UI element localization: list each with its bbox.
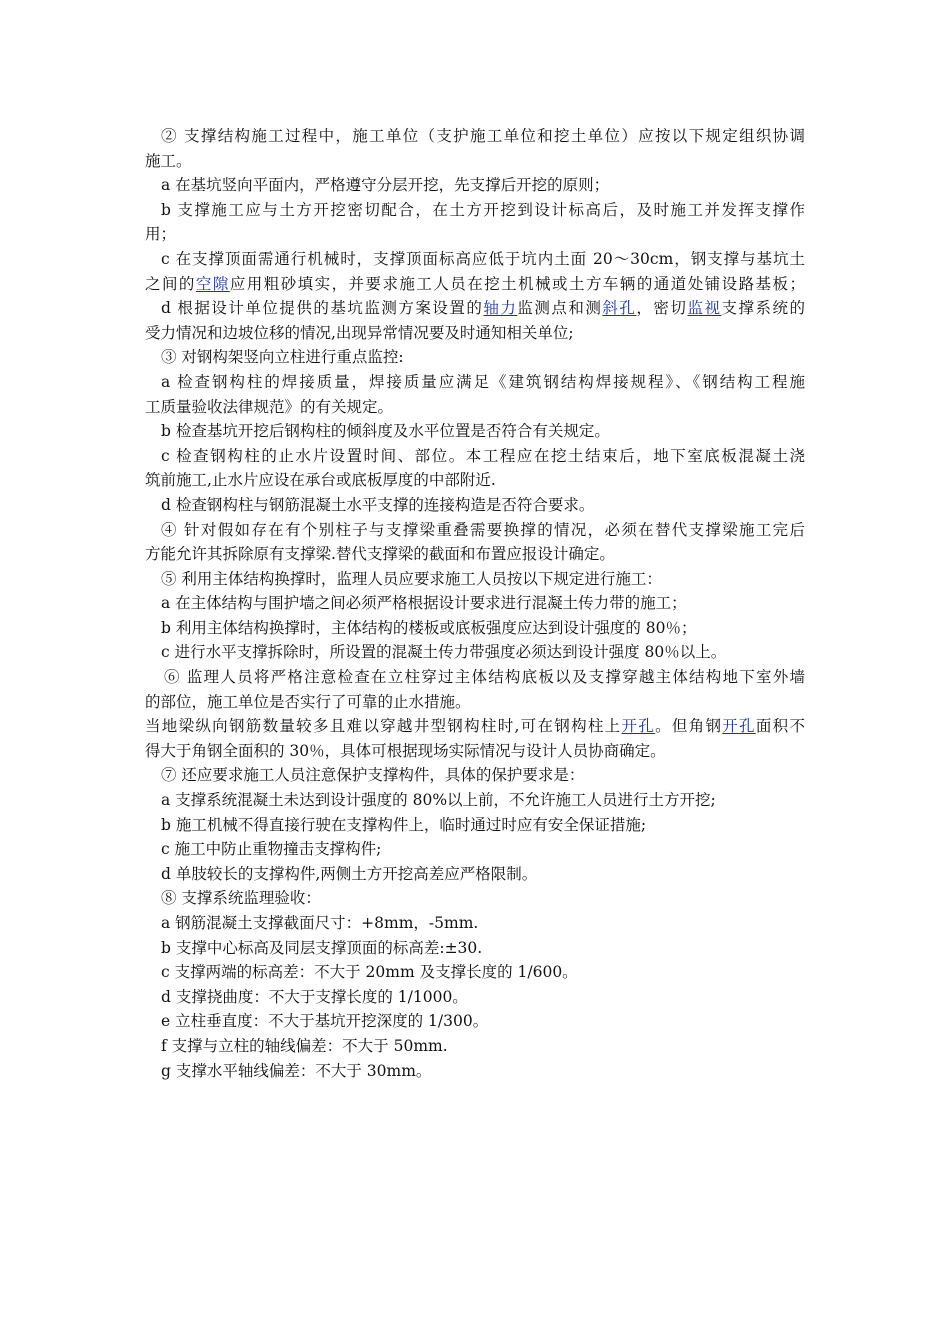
text-segment: c 在支撑顶面需通行机械时，支撑顶面标高应低于坑内土面 20～30cm，钢支撑与基坑土 [161,249,805,268]
text-segment: 施工。 [145,151,192,170]
text-segment: c 检查钢构柱的止水片设置时间、部位。本工程应在挖土结束后，地下室底板混凝土浇 [161,446,805,465]
paragraph-line [145,567,805,592]
paragraph-line [145,739,805,764]
text-segment: b 支撑中心标高及同层支撑顶面的标高差:±30. [161,938,483,957]
text-segment: 筑前施工,止水片应设在承台或底板厚度的中部附近. [145,471,496,490]
text-segment: 工质量验收法律规范》的有关规定。 [145,397,394,416]
link-open-hole[interactable]: 开孔 [722,717,756,736]
paragraph-line [145,960,805,985]
text-segment: ⑥ 监理人员将严格注意检查在立柱穿过主体结构底板以及支撑穿越主体结构地下室外墙 [164,668,805,687]
text-segment: c 进行水平支撑拆除时，所设置的混凝土传力带强度必须达到设计强度 80％以上。 [161,643,727,662]
paragraph-line [145,419,805,444]
paragraph-line [145,936,805,961]
text-segment: 面积不 [755,717,805,736]
link-open-hole[interactable]: 开孔 [621,717,656,736]
paragraph-line [145,591,805,616]
paragraph-line [145,296,805,321]
paragraph-line [145,862,805,887]
paragraph-line [145,345,805,370]
text-segment: c 支撑两端的标高差：不大于 20mm 及支撑长度的 1/600。 [161,963,578,982]
text-segment: e 立柱垂直度：不大于基坑开挖深度的 1/300。 [161,1012,489,1031]
text-segment: 方能允许其拆除原有支撑梁.替代支撑梁的截面和布置应报设计确定。 [145,545,615,564]
paragraph-line [145,198,805,223]
paragraph-line [145,1034,805,1059]
paragraph-line [145,468,805,493]
text-segment: 之间的 [145,274,196,293]
text-segment: 得大于角钢全面积的 30％，具体可根据现场实际情况与设计人员协商确定。 [145,741,666,760]
text-segment: 的部位，施工单位是否实行了可靠的止水措施。 [145,692,471,711]
text-segment: ④ 针对假如存在有个别柱子与支撑梁重叠需要换撑的情况，必须在替代支撑梁施工完后 [161,520,805,539]
text-segment: 监测点和测 [517,299,603,318]
paragraph-line [145,370,805,395]
text-segment: 支撑系统的 [721,299,805,318]
text-segment: b 利用主体结构换撑时，主体结构的楼板或底板强度应达到设计强度的 80％； [161,618,697,637]
text-segment: d 支撑挠曲度：不大于支撑长度的 1/1000。 [161,987,468,1006]
text-segment: d 单肢较长的支撑构件,两侧土方开挖高差应严格限制。 [161,864,538,883]
text-segment: c 施工中防止重物撞击支撑构件; [161,840,382,859]
paragraph-line [145,640,805,665]
paragraph-line [145,222,805,247]
paragraph-line [145,665,805,690]
paragraph-line [145,493,805,518]
paragraph-line [145,837,805,862]
paragraph-line [145,985,805,1010]
paragraph-line [145,321,805,346]
paragraph-line [145,788,805,813]
paragraph-line [145,813,805,838]
text-segment: 当地梁纵向钢筋数量较多且难以穿越井型钢构柱时,可在钢构柱上 [145,717,622,736]
paragraph-line [145,149,805,174]
paragraph-line [145,395,805,420]
text-segment: ⑤ 利用主体结构换撑时，监理人员应要求施工人员按以下规定进行施工： [161,569,662,588]
text-segment: 受力情况和边坡位移的情况,出现异常情况要及时通知相关单位; [145,323,574,342]
text-segment: ，密切 [636,299,688,318]
text-segment: a 在主体结构与围护墙之间必须严格根据设计要求进行混凝土传力带的施工； [161,594,687,613]
text-segment: g 支撑水平轴线偏差：不大于 30mm。 [161,1061,432,1080]
text-segment: 用； [145,225,177,244]
text-segment: b 支撑施工应与土方开挖密切配合，在土方开挖到设计标高后，及时施工并发挥支撑作 [161,200,805,219]
text-segment: b 检查基坑开挖后钢构柱的倾斜度及水平位置是否符合有关规定。 [161,422,610,441]
text-segment: f 支撑与立柱的轴线偏差：不大于 50mm. [161,1036,448,1055]
paragraph-line [145,763,805,788]
text-segment: a 检查钢构柱的焊接质量，焊接质量应满足《建筑钢结构焊接规程》、《钢结构工程施 [161,372,805,391]
text-segment: a 在基坑竖向平面内，严格遵守分层开挖，先支撑后开挖的原则； [161,176,610,195]
paragraph-line [145,272,805,297]
text-segment: a 钢筋混凝土支撑截面尺寸：+8mm，-5mm. [161,914,479,932]
text-segment: d 根据设计单位提供的基坑监测方案设置的 [161,299,484,318]
link-gap[interactable]: 空隙 [195,274,230,293]
text-segment: ⑧ 支撑系统监理验收： [161,889,321,908]
paragraph-line [145,911,805,936]
link-monitor[interactable]: 监视 [687,299,722,318]
link-axial-force[interactable]: 轴力 [483,299,518,318]
paragraph-line [145,1009,805,1034]
text-segment: d 检查钢构柱与钢筋混凝土水平支撑的连接构造是否符合要求。 [161,495,595,514]
paragraph-line [145,124,805,149]
paragraph-line [145,518,805,543]
paragraph-line [145,542,805,567]
paragraph-line [145,690,805,715]
paragraph-line [145,616,805,641]
document-body [145,124,805,1083]
paragraph-line [145,1059,805,1084]
text-segment: ③ 对钢构架竖向立柱进行重点监控: [161,348,404,367]
paragraph-line [145,247,805,272]
text-segment: ⑦ 还应要求施工人员注意保护支撑构件，具体的保护要求是： [161,766,585,785]
text-segment: b 施工机械不得直接行驶在支撑构件上，临时通过时应有安全保证措施; [161,815,647,834]
paragraph-line [145,714,805,739]
paragraph-line [145,886,805,911]
text-segment: 。但角钢 [655,717,723,736]
text-segment: 应用粗砂填实，并要求施工人员在挖土机械或土方车辆的通道处铺设路基板； [229,274,805,293]
text-segment: a 支撑系统混凝土未达到设计强度的 80%以上前，不允许施工人员进行土方开挖; [161,791,716,810]
link-inclined-hole[interactable]: 斜孔 [602,299,637,318]
text-segment: ② 支撑结构施工过程中，施工单位（支护施工单位和挖土单位）应按以下规定组织协调 [161,127,805,145]
paragraph-line [145,173,805,198]
paragraph-line [145,444,805,469]
